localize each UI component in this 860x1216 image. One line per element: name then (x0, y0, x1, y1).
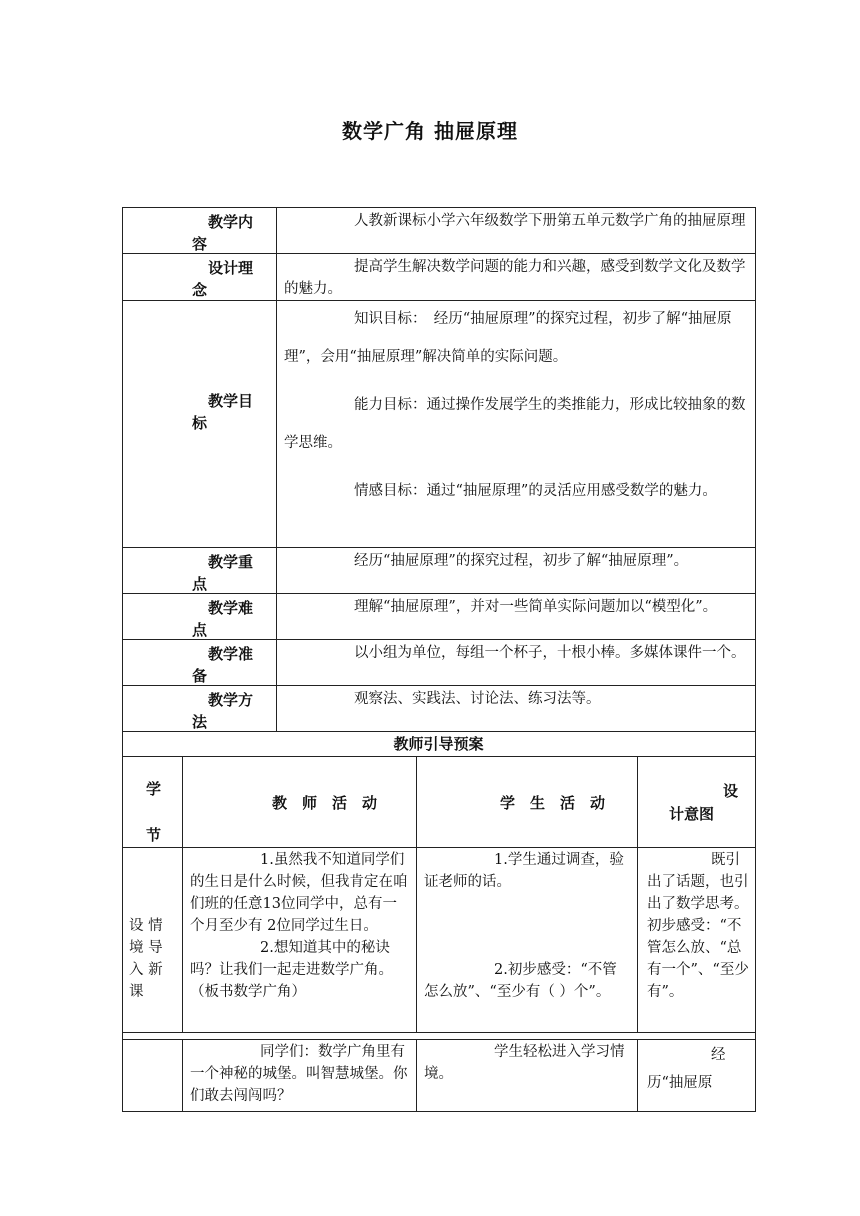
row1-teacher (182, 847, 417, 1033)
row2-teacher (182, 1039, 417, 1112)
col-header-student-text: 学 生 活 动 (500, 794, 606, 812)
info-label-prep-b: 备 (192, 667, 208, 685)
row1-intent (637, 847, 756, 1033)
row1-teacher-p1: 1.虽然我不知道同学们的生日是什么时候，但我肯定在咱们班的任意13位同学中，总有一个月至少有 2位同学过生日。 (190, 852, 408, 934)
info-label-difficult-b: 点 (192, 621, 208, 639)
row2-student-p1: 学生轻松进入学习情境。 (424, 1044, 625, 1082)
info-label-idea-a: 设计理 (208, 259, 254, 277)
info-text-prep (276, 639, 756, 686)
row1-intent-text: 既引出了话题，也引出了数学思考。初步感受：“不管怎么放、“总有一个”、“至少有”。 (647, 852, 749, 1000)
info-label-cell (122, 547, 277, 594)
col-header-section-b: 节 (146, 826, 162, 844)
info-text: 观察法、实践法、讨论法、练习法等。 (354, 691, 601, 707)
info-label-goals-a: 教学目 (208, 392, 254, 410)
info-label-cell (122, 639, 277, 686)
info-label-method-b: 法 (192, 713, 208, 731)
section-header-row (122, 731, 756, 757)
row1-section-text: 设 情 境 导 入 新 课 (129, 918, 163, 1000)
info-label-cell (122, 593, 277, 640)
col-header-teacher (182, 756, 417, 848)
info-text: 以小组为单位，每组一个杯子，十根小棒。多媒体课件一个。 (354, 645, 746, 661)
info-label-difficult-a: 教学难 (208, 599, 254, 617)
goal-emotion: 情感目标：通过“抽屉原理”的灵活应用感受数学的魅力。 (354, 483, 717, 499)
col-header-intent (637, 756, 756, 848)
row2-intent (637, 1039, 756, 1112)
section-header: 教师引导预案 (393, 735, 484, 753)
row1-student (416, 847, 638, 1033)
info-label-key-a: 教学重 (208, 553, 254, 571)
col-header-intent-b: 计意图 (669, 805, 715, 823)
info-label-idea-b: 念 (192, 281, 208, 299)
row2-teacher-p1: 同学们：数学广角里有一个神秘的城堡。叫智慧城堡。你们敢去闯闯吗？ (190, 1044, 408, 1104)
row1-section (122, 847, 183, 1033)
row2-student (416, 1039, 638, 1112)
col-header-section-a: 学 (146, 780, 162, 798)
row2-section (122, 1039, 183, 1112)
info-text: 经历“抽屉原理”的探究过程，初步了解“抽屉原理”。 (354, 553, 689, 569)
col-header-section (122, 756, 183, 848)
info-text: 理解“抽屉原理”，并对一些简单实际问题加以“模型化”。 (354, 599, 718, 615)
info-text-goals (276, 300, 756, 548)
info-text-key (276, 547, 756, 594)
info-label-cell (122, 685, 277, 732)
info-label-cell (122, 300, 277, 548)
info-label-goals-b: 标 (192, 414, 208, 432)
goal-knowledge: 知识目标： 经历“抽屉原理”的探究过程，初步了解“抽屉原理”，会用“抽屉原理”解决简单的实际问题。 (284, 311, 732, 365)
goal-ability: 能力目标：通过操作发展学生的类推能力，形成比较抽象的数学思维。 (284, 397, 746, 451)
info-label-key-b: 点 (192, 575, 208, 593)
info-text: 人教新课标小学六年级数学下册第五单元数学广角的抽屉原理 (354, 213, 746, 229)
info-label-content-a: 教学内 (208, 213, 254, 231)
info-text-method (276, 685, 756, 732)
col-header-intent-a: 设 (723, 782, 739, 800)
document-title: 数学广角 抽屉原理 (342, 119, 518, 143)
col-header-student (416, 756, 638, 848)
info-label-method-a: 教学方 (208, 691, 254, 709)
row1-student-p1: 1.学生通过调查，验证老师的话。 (424, 852, 624, 890)
info-text-content (276, 207, 756, 254)
info-label-cell (122, 207, 277, 254)
info-text-difficult (276, 593, 756, 640)
info-label-prep-a: 教学准 (208, 645, 254, 663)
row1-student-p2: 2.初步感受：“不管怎么放”、“至少有（ ）个”。 (424, 962, 617, 1000)
col-header-teacher-text: 教 师 活 动 (272, 794, 378, 812)
info-label-content-b: 容 (192, 235, 208, 253)
info-text: 提高学生解决数学问题的能力和兴趣，感受到数学文化及数学的魅力。 (284, 259, 746, 297)
info-text-idea (276, 253, 756, 301)
row2-intent-text: 经历“抽屉原 (647, 1047, 726, 1091)
row1-teacher-p2: 2.想知道其中的秘诀吗？让我们一起走进数学广角。（板书数学广角） (190, 940, 393, 1000)
info-label-cell (122, 253, 277, 301)
